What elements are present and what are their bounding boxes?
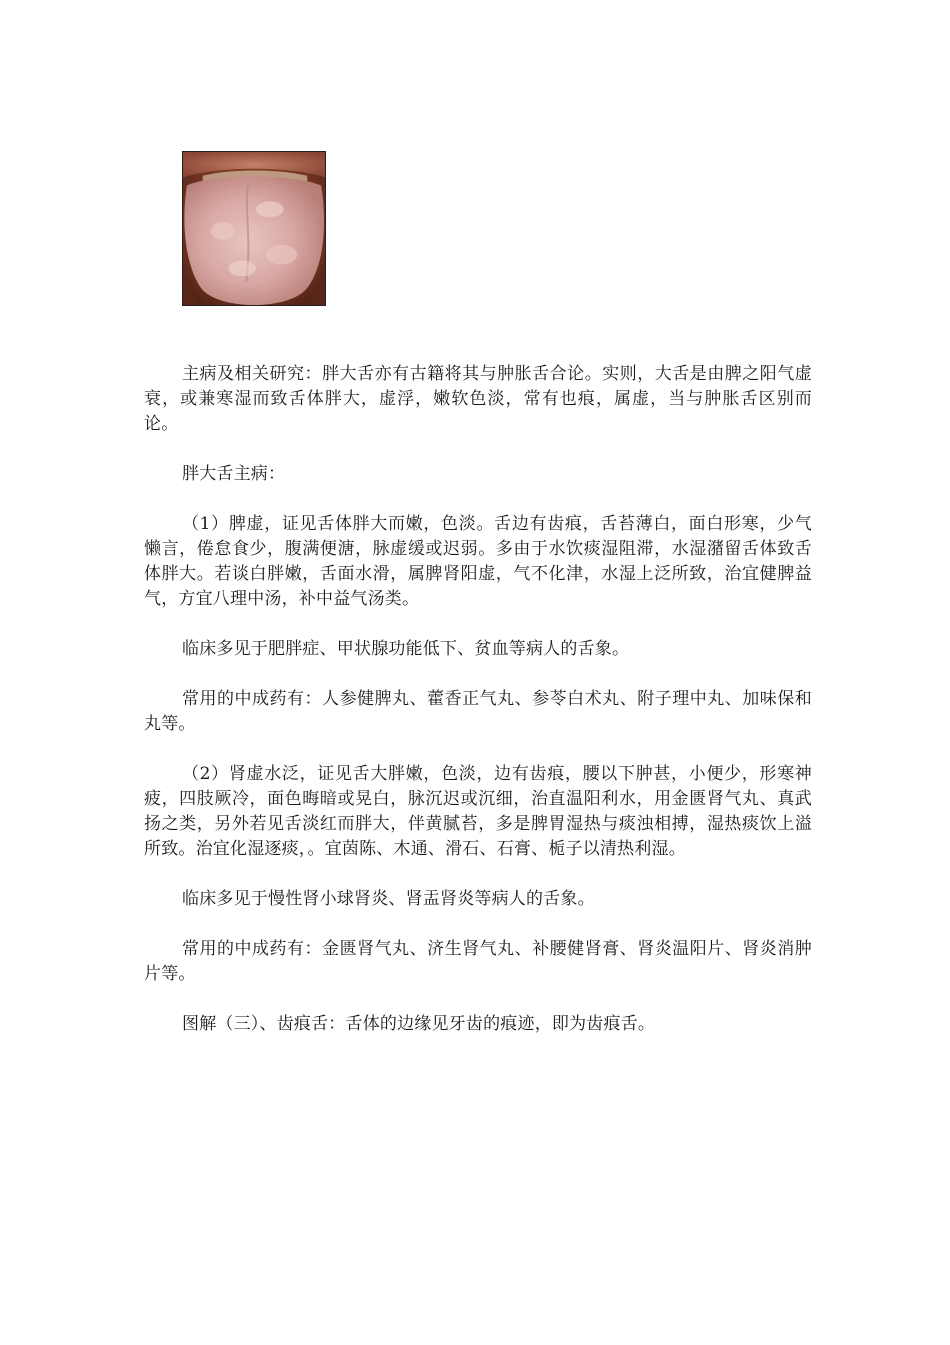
paragraph-medicines-1: 常用的中成药有：人参健脾丸、藿香正气丸、参苓白术丸、附子理中丸、加味保和丸等。 xyxy=(144,689,812,734)
paragraph-spleen-deficiency: （1）脾虚，证见舌体胖大而嫩，色淡。舌边有齿痕，舌苔薄白，面白形寒，少气懒言，倦怠食少，腹满便溏，脉虚缓或迟弱。多由于水饮痰湿阻滞，水湿潴留舌体致舌体胖大。若谈白胖嫩，舌面水滑，属脾肾阳虚，气不化津，水湿上泛所致，治宜健脾益气，方宜八理中汤，补中益气汤类。 xyxy=(144,514,812,609)
tongue-image-icon xyxy=(183,152,325,305)
paragraph-clinical-1: 临床多见于肥胖症、甲状腺功能低下、贫血等病人的舌象。 xyxy=(182,639,630,659)
paragraph-clinical-2: 临床多见于慢性肾小球肾炎、肾盂肾炎等病人的舌象。 xyxy=(182,889,595,909)
paragraph-medicines-2: 常用的中成药有：金匮肾气丸、济生肾气丸、补腰健肾膏、肾炎温阳片、肾炎消肿片等。 xyxy=(144,939,812,984)
paragraph-heading-indications: 胖大舌主病： xyxy=(182,464,286,484)
article-body xyxy=(144,362,812,1062)
paragraph-illustration-3: 图解（三）、齿痕舌：舌体的边缘见牙齿的痕迹，即为齿痕舌。 xyxy=(182,1014,656,1034)
paragraph-kidney-deficiency: （2）肾虚水泛，证见舌大胖嫩，色淡，边有齿痕，腰以下肿甚，小便少，形寒神疲，四肢厥冷，面色晦暗或晃白，脉沉迟或沉细，治直温阳利水，用金匮肾气丸、真武扬之类，另外若见舌淡红而胖大，伴黄腻苔，多是脾胃湿热与痰浊相搏，湿热痰饮上溢所致。治宜化湿逐痰，。宜茵陈、木通、滑石、石膏、栀子以清热利湿。 xyxy=(144,764,812,859)
tongue-photo xyxy=(182,151,326,306)
paragraph-main-disease: 主病及相关研究：胖大舌亦有古籍将其与肿胀舌合论。实则，大舌是由脾之阳气虚衰，或兼寒湿而致舌体胖大，虚浮，嫩软色淡，常有也痕，属虚，当与肿胀舌区别而论。 xyxy=(144,364,812,434)
